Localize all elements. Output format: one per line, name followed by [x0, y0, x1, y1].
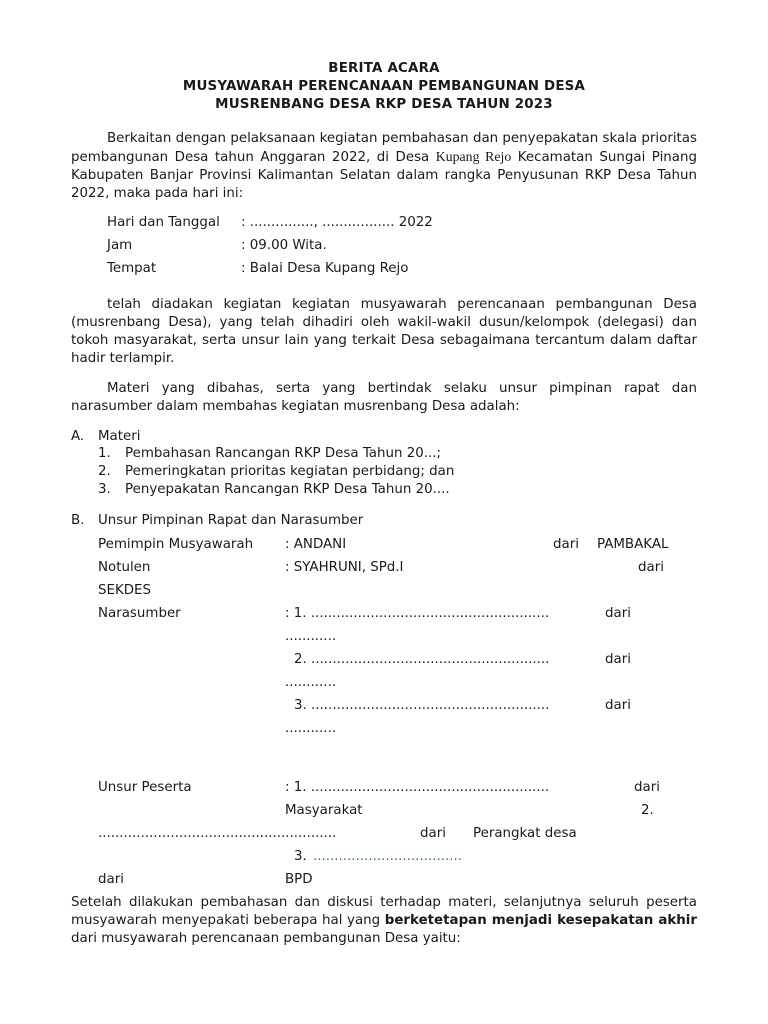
- time-label: Jam: [107, 238, 133, 253]
- narasumber-2: 2. ........................................................: [294, 652, 550, 667]
- materi-item-3: Penyepakatan Rancangan RKP Desa Tahun 20....: [125, 482, 450, 497]
- peserta-1: : 1. ........................................................: [285, 780, 550, 795]
- title-line-2: MUSYAWARAH PERENCANAAN PEMBANGUNAN DESA: [182, 79, 586, 94]
- narasumber-3: 3. ........................................................: [294, 698, 550, 713]
- peserta-2-num: 2.: [641, 803, 654, 818]
- narasumber-2-from: dari: [605, 652, 631, 667]
- narasumber-2-org: ............: [285, 675, 337, 690]
- village-name: Kupang Rejo: [435, 149, 512, 164]
- peserta-3-from: dari: [98, 872, 124, 887]
- narasumber-3-from: dari: [605, 698, 631, 713]
- materi-item-3-num: 3.: [98, 482, 111, 497]
- section-b-heading: Unsur Pimpinan Rapat dan Narasumber: [98, 513, 364, 528]
- section-a-heading: Materi: [98, 429, 141, 444]
- narasumber-3-org: ............: [285, 721, 337, 736]
- closing-bold-text: berketetapan menjadi kesepakatan akhir: [384, 913, 697, 928]
- notulen-value: : SYAHRUNI, SPd.I: [285, 560, 404, 575]
- held-paragraph: telah diadakan kegiatan kegiatan musyawarah perencanaan pembangunan Desa (musrenbang Desa), yang telah dihadiri oleh wakil-wakil dusun/kelompok (delegasi) dan tokoh masyarakat, serta unsur lain yang terkait Desa sebagaimana tercantum dalam daftar hadir terlampir.: [71, 297, 697, 366]
- date-label: Hari dan Tanggal: [107, 215, 220, 230]
- peserta-3-org: BPD: [285, 872, 313, 887]
- materi-item-2: Pemeringkatan prioritas kegiatan perbidang; dan: [125, 464, 455, 479]
- narasumber-1: : 1. ........................................................: [285, 606, 550, 621]
- peserta-label: Unsur Peserta: [98, 780, 192, 795]
- leader-label: Pemimpin Musyawarah: [98, 537, 254, 552]
- intro-text-1: Berkaitan dengan pelaksanaan kegiatan pembahasan dan penyepakatan skala prioritas pembangunan Desa tahun Anggaran 2022, di Desa: [71, 131, 697, 165]
- peserta-2-from: dari: [420, 826, 446, 841]
- peserta-2-dots: ........................................................: [98, 826, 337, 841]
- peserta-3-dots: ...................................: [313, 849, 462, 864]
- narasumber-1-org: ............: [285, 629, 337, 644]
- place-label: Tempat: [107, 261, 157, 276]
- peserta-3-num: 3.: [294, 849, 307, 864]
- closing-text-1: Setelah dilakukan pembahasan dan diskusi terhadap materi, selanjutnya seluruh peserta musyawarah menyepakati beberapa hal yang: [71, 895, 697, 928]
- time-value: : 09.00 Wita.: [241, 238, 327, 253]
- peserta-1-from: dari: [634, 780, 660, 795]
- peserta-2-org: Perangkat desa: [473, 826, 577, 841]
- intro-paragraph: [71, 130, 697, 203]
- leader-org: PAMBAKAL: [597, 537, 669, 552]
- materi-paragraph: Materi yang dibahas, serta yang bertindak selaku unsur pimpinan rapat dan narasumber dalam membahas kegiatan musrenbang Desa adalah:: [71, 381, 697, 414]
- narasumber-label: Narasumber: [98, 606, 181, 621]
- materi-item-2-num: 2.: [98, 464, 111, 479]
- intro-text-2: Kecamatan Sungai Pinang Kabupaten Banjar Provinsi Kalimantan Selatan dalam rangka Penyusunan RKP Desa Tahun 2022, maka pada hari ini:: [71, 150, 697, 201]
- closing-text-2: dari musyawarah perencanaan pembangunan Desa yaitu:: [71, 931, 461, 946]
- notulen-org: SEKDES: [98, 583, 152, 598]
- materi-item-1: Pembahasan Rancangan RKP Desa Tahun 20...;: [125, 446, 442, 461]
- peserta-1-org: Masyarakat: [285, 803, 363, 818]
- leader-value: : ANDANI: [285, 537, 347, 552]
- date-value: : ..............., ................. 2022: [241, 215, 433, 230]
- section-b-letter: B.: [71, 513, 85, 528]
- notulen-from: dari: [638, 560, 664, 575]
- title-line-3: MUSRENBANG DESA RKP DESA TAHUN 2023: [215, 97, 553, 112]
- materi-item-1-num: 1.: [98, 446, 111, 461]
- leader-from: dari: [553, 537, 579, 552]
- title-line-1: BERITA ACARA: [328, 61, 440, 76]
- section-a-letter: A.: [71, 429, 85, 444]
- place-value: : Balai Desa Kupang Rejo: [241, 261, 409, 276]
- narasumber-1-from: dari: [605, 606, 631, 621]
- closing-paragraph: [71, 894, 697, 948]
- notulen-label: Notulen: [98, 560, 151, 575]
